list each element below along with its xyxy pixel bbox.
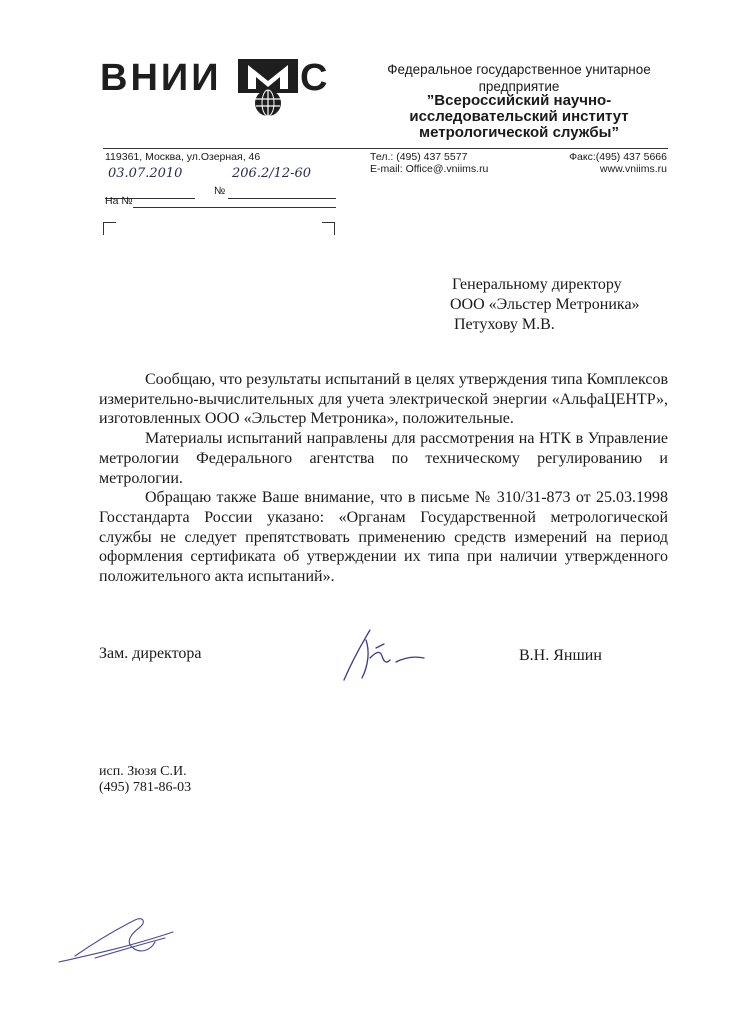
- org-email: E-mail: Office@.vniims.ru: [370, 163, 489, 175]
- executor-name: исп. Зюзя С.И.: [99, 764, 187, 779]
- reference-underline: [133, 195, 336, 208]
- org-address: 119361, Москва, ул.Озерная, 46: [105, 151, 261, 163]
- addressee-position: Генеральному директору: [452, 276, 622, 293]
- body-paragraph-2: Материалы испытаний направлены для рассмотрения на НТК в Управление метрологии Федерального агентства по техническому регулированию и метрологии.: [99, 430, 668, 487]
- addressee-company: ООО «Эльстер Метроника»: [450, 296, 640, 313]
- signer-name: В.Н. Яншин: [519, 647, 602, 664]
- org-fax: Факс:(495) 437 5666: [569, 151, 667, 163]
- handwritten-signature: [336, 622, 431, 684]
- outgoing-number: 206.2/12-60: [232, 166, 312, 181]
- logo-emblem-icon: [238, 59, 298, 116]
- body-paragraph-3: Обращаю также Ваше внимание, что в письме № 310/31-873 от 25.03.1998 Госстандарта России указано: «Органам Государственной метрологической службы не следует препятствовать применению средств измерений на период оформления сертификата об утверждении их типа при наличии утвержденного положительного акта испытаний».: [99, 489, 668, 586]
- address-corner-left: [103, 222, 116, 235]
- org-type: Федеральное государственное унитарное предприятие: [387, 62, 651, 94]
- org-website: www.vniims.ru: [599, 163, 667, 175]
- handwritten-initials: [55, 912, 180, 967]
- addressee-name: Петухову М.В.: [454, 316, 555, 333]
- signer-position: Зам. директора: [99, 645, 202, 662]
- executor-phone: (495) 781-86-03: [99, 780, 192, 795]
- org-phone: Тел.: (495) 437 5577: [370, 151, 468, 163]
- letter-body: [99, 370, 668, 587]
- reference-label: На №: [105, 195, 133, 207]
- org-name: ”Всероссийский научно-исследовательский институт метрологической службы”: [409, 92, 629, 141]
- letterhead-divider: [103, 148, 668, 149]
- logo-text-part-1: ВНИИ: [100, 57, 222, 99]
- body-paragraph-1: Сообщаю, что результаты испытаний в целях утверждения типа Комплексов измерительно-вычислительных для учета электрической энергии «АльфаЦЕНТР», изготовленных ООО «Эльстер Метроника», положительные.: [99, 371, 668, 428]
- outgoing-date: 03.07.2010: [108, 166, 183, 181]
- number-label: №: [214, 185, 226, 197]
- vniims-logo: [100, 55, 340, 123]
- logo-text-part-2: С: [300, 57, 331, 99]
- address-corner-right: [322, 222, 335, 235]
